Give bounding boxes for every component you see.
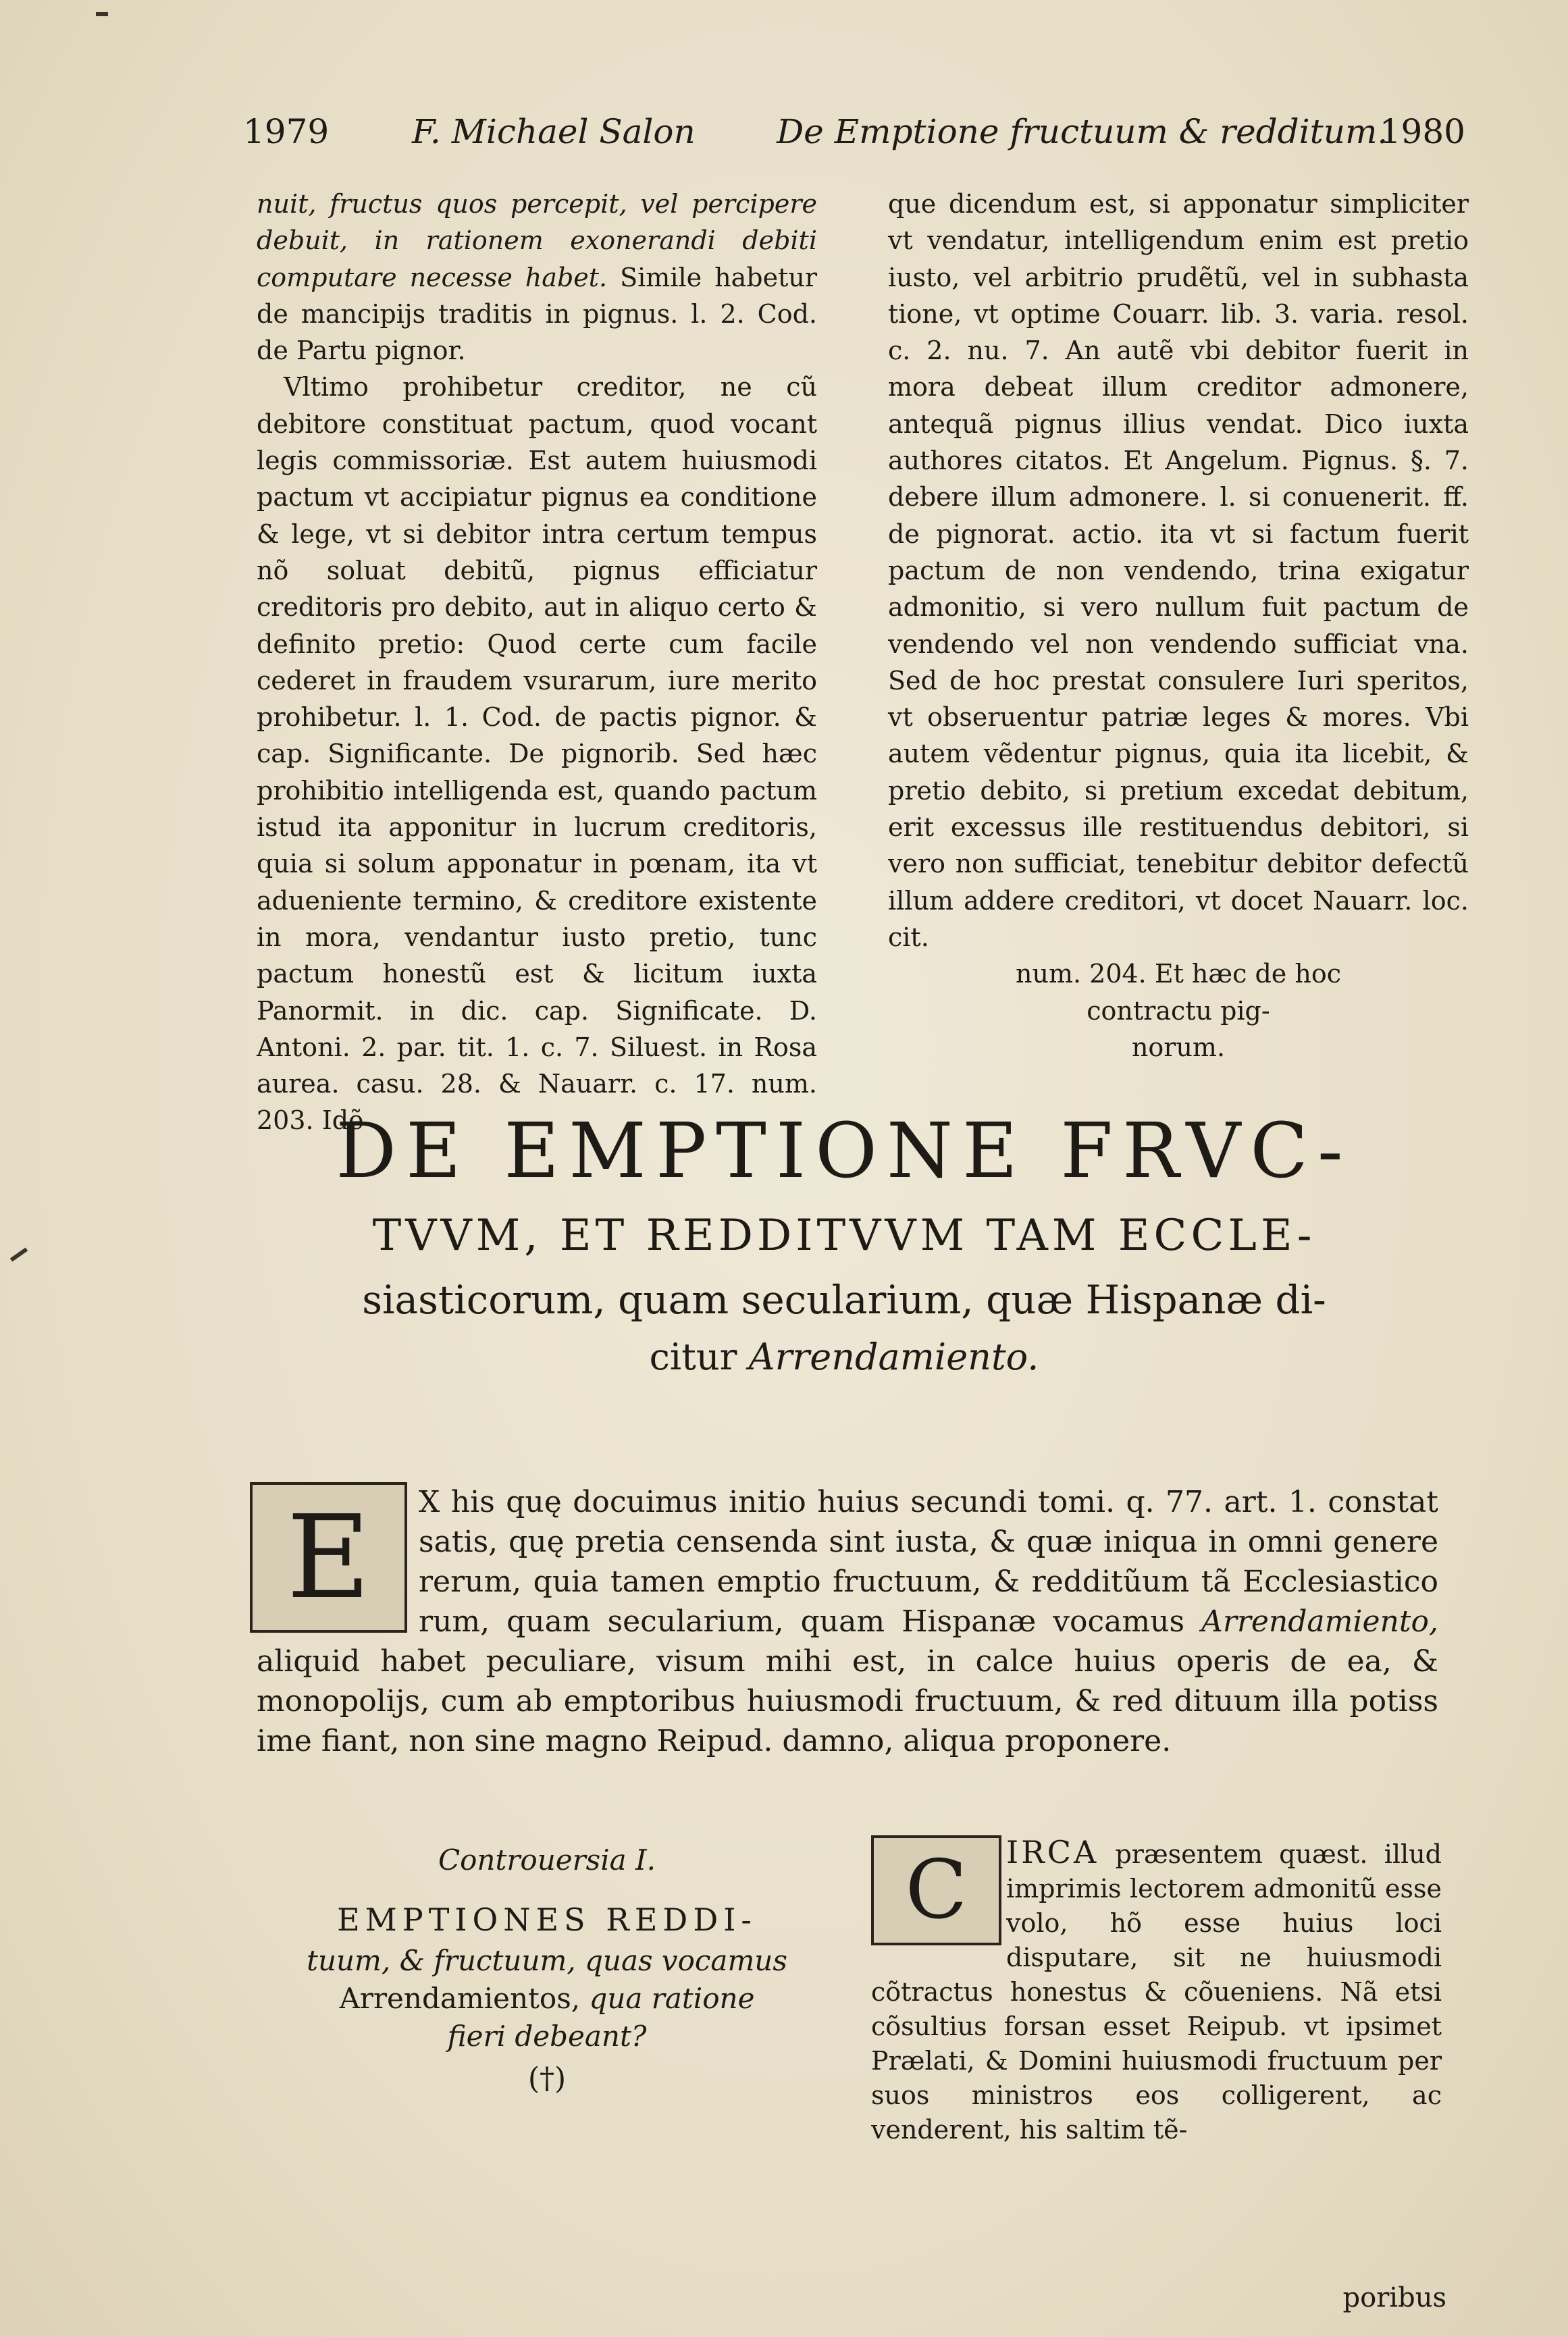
controversy-heading — [257, 1837, 837, 2103]
closing-line: num. 204. Et hæc de hoc — [1016, 959, 1341, 989]
paragraph — [257, 186, 817, 369]
section-title-line: siasticorum, quam secularium, quæ Hispanæ di- — [362, 1277, 1326, 1323]
section-title-line: TVVM, ET REDDITVVM TAM ECCLE- — [372, 1211, 1316, 1261]
paragraph-text: aliquid habet peculiare, visum mihi est, in calce huius operis de ea, & monopolijs, cum ab emptoribus huiusmodi fructuum, & red dituum illa potiss ime fiant, non sine magno Reipud. damno, aliqua proponere. — [257, 1644, 1438, 1758]
lead-word: IRCA — [1006, 1834, 1099, 1870]
section-title-line — [257, 1330, 1432, 1384]
paragraph: Vltimo prohibetur creditor, ne cũ debitore constituat pactum, quod vocant legis commissoriæ. Est autem huiusmodi pactum vt accipiatur pignus ea conditione & lege, vt si debitor intra certum tempus nõ soluat debitũ, pignus efficiatur creditoris pro debito, aut in aliquo certo & definito pretio: Quod certe cum facile cederet in fraudem vsurarum, iure merito prohibetur. l. 1. Cod. de pactis pignor. & cap. Significante. De pignorib. Sed hæc prohibitio intelligenda est, quando pactum istud ita apponitur in lucrum creditoris, quia si solum apponatur in pœnam, ita vt adueniente termino, & creditore existente in mora, vendantur iusto pretio, tunc pactum honestũ est & licitum iuxta Panormit. in dic. cap. Significate. D. Antoni. 2. par. tit. 1. c. 7. Siluest. in Rosa aurea. casu. 28. & Nauarr. c. 17. num. 203. Idẽ — [257, 372, 817, 1136]
closing-line: contractu pig- — [1087, 995, 1270, 1026]
subtitle-italic: qua ratione — [580, 1982, 755, 2015]
right-column — [888, 186, 1469, 1066]
left-column — [257, 186, 817, 1139]
decorated-initial: E — [250, 1482, 407, 1633]
intro-paragraph — [257, 1482, 1438, 1761]
page-number-left: 1979 — [243, 112, 330, 151]
closing-line: norum. — [1131, 1032, 1226, 1062]
author-name: F. Michael Salon — [412, 112, 696, 151]
paragraph-text: præsentem quæst. illud imprimis lectorem admonitũ esse volo, hõ esse huius loci disputare, sit ne huiusmodi cõtractus honestus & cõueniens. Nã etsi cõsultius forsan esset Reipub. vt ipsimet Prælati, & Domini huiusmodi fructuum per suos ministros eos colligerent, ac venderent, his saltim tẽ- — [871, 1839, 1442, 2145]
controversy-subtitle: fieri debeant? — [447, 2020, 647, 2053]
ink-mark — [10, 1248, 28, 1262]
italic-lead: nuit, fructus quos percepit, vel percipere debuit, in rationem exonerandi debiti computare necesse habet. — [257, 189, 817, 292]
running-header — [243, 108, 1465, 155]
paragraph: que dicendum est, si apponatur simpliciter vt vendatur, intelligendum enim est pretio iusto, vel arbitrio prudẽtũ, vel in subhasta tione, vt optime Couarr. lib. 3. varia. resol. c. 2. nu. 7. An autẽ vbi debitor fuerit in mora debeat illum creditor admonere, antequã pignus illius vendat. Dico iuxta authores citatos. Et Angelum. Pignus. §. 7. debere illum admonere. l. si conuenerit. ff. de pignorat. actio. ita vt si factum fuerit pactum de non vendendo, trina exigatur admonitio, si vero nullum fuit pactum de vendendo vel non vendendo sufficiat vna. Sed de hoc prestat consulere Iuri speritos, vt obseruentur patriæ leges & mores. Vbi autem vẽdentur pignus, quia ita licebit, & pretio debito, si pretium excedat debitum, erit excessus ille restituendus debitori, si vero non sufficiat, tenebitur debitor defectũ illum addere creditori, vt docet Nauarr. loc. cit. — [888, 189, 1469, 952]
title-italic: Arrendamiento. — [748, 1336, 1039, 1378]
italic-word: Arrendamiento, — [1201, 1604, 1438, 1639]
controversy-label: Controuersia I. — [438, 1843, 656, 1876]
page-number-right: 1980 — [1379, 112, 1465, 151]
controversy-subtitle — [257, 1980, 837, 2018]
ink-mark — [96, 12, 108, 16]
controversy-subtitle: tuum, & fructuum, quas vocamus — [307, 1944, 787, 1977]
section-title — [257, 1101, 1432, 1384]
paragraph-text: X his quę docuimus initio huius secundi tomi. q. 77. art. 1. constat satis, quę pretia censenda sint iusta, & quæ iniqua in omni genere rerum, quia tamen emptio fructuum, & redditũum tã Ecclesiastico rum, quam secularium, quam Hispanæ vocamus — [419, 1485, 1438, 1639]
paragraph-text: Simile habetur de mancipijs traditis in pignus. l. 2. Cod. de Partu pignor. — [257, 262, 817, 366]
decorated-initial: C — [871, 1835, 1001, 1945]
title-text: citur — [649, 1336, 749, 1378]
section-title-line: DE EMPTIONE FRVC- — [336, 1107, 1353, 1195]
controversy-title: EMPTIONES REDDI- — [337, 1901, 757, 1938]
running-title: De Emptione fructuum & redditum. — [777, 112, 1388, 151]
subtitle-text: Arrendamientos, — [339, 1982, 581, 2015]
dagger-mark: (†) — [527, 2062, 567, 2096]
catchword: poribus — [1342, 2282, 1446, 2313]
